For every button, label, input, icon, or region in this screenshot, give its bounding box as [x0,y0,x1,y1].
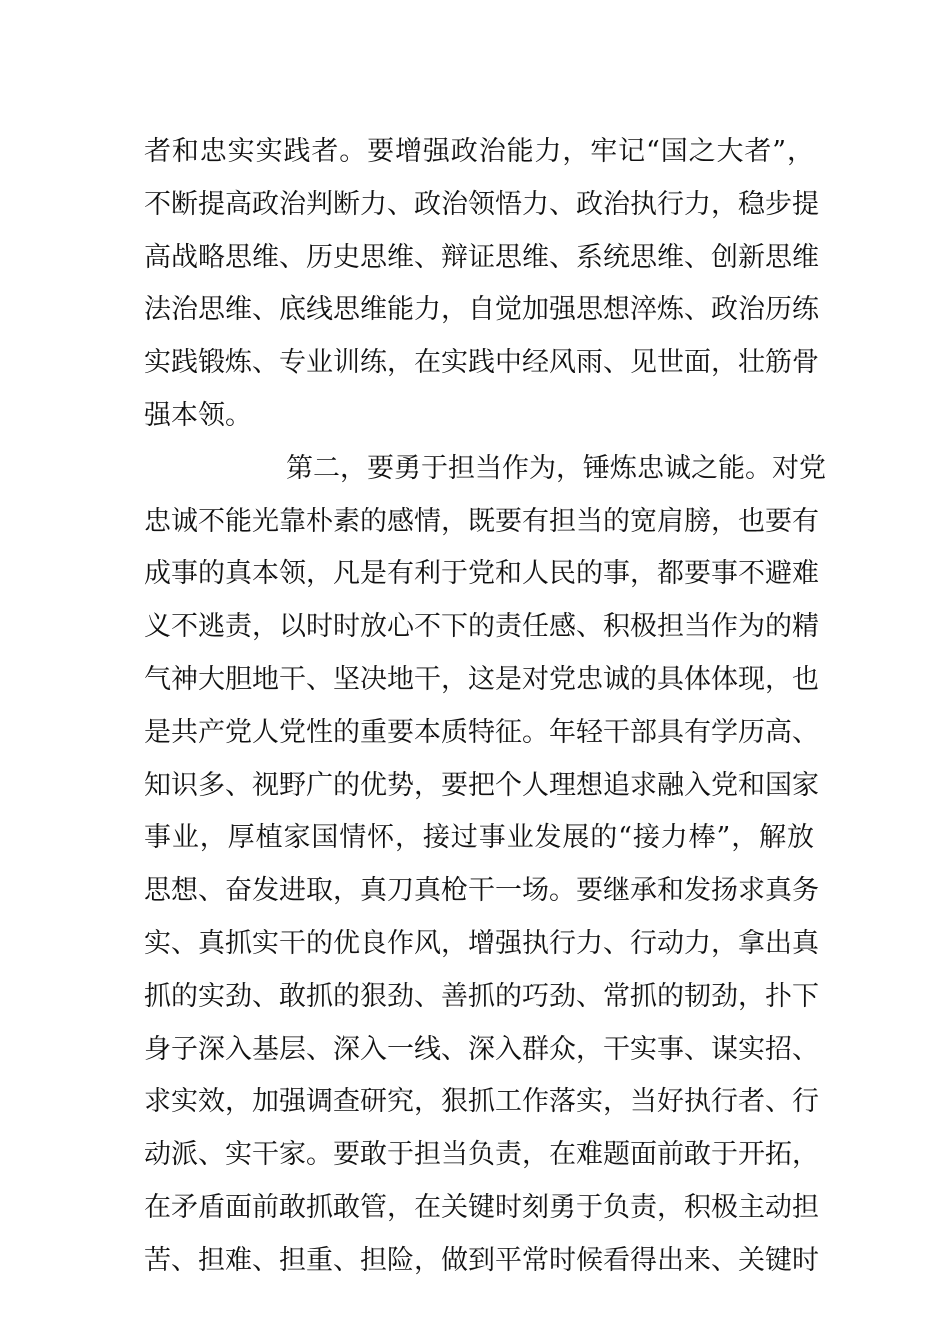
body-text [144,126,826,1288]
text-line: 思想、奋发进取，真刀真枪干一场。要继承和发扬求真务 [144,875,819,907]
text-line: 法治思维、底线思维能力，自觉加强思想淬炼、政治历练 [144,294,819,326]
text-line: 抓的实劲、敢抓的狠劲、善抓的巧劲、常抓的韧劲，扑下 [144,980,819,1012]
paragraph-start-line: 第二，要勇于担当作为，锤炼忠诚之能。对党 [286,452,826,484]
text-line: 实践锻炼、专业训练，在实践中经风雨、见世面，壮筋骨 [144,347,819,379]
text-line: 动派、实干家。要敢于担当负责，在难题面前敢于开拓， [144,1139,819,1171]
text-line: 高战略思维、历史思维、辩证思维、系统思维、创新思维 [144,241,819,273]
text-line: 义不逃责，以时时放心不下的责任感、积极担当作为的精 [144,611,819,643]
text-line: 在矛盾面前敢抓敢管，在关键时刻勇于负责，积极主动担 [144,1191,819,1223]
text-line: 是共产党人党性的重要本质特征。年轻干部具有学历高、 [144,716,819,748]
text-line: 事业，厚植家国情怀，接过事业发展的“接力棒”，解放 [144,822,814,854]
text-line: 者和忠实实践者。要增强政治能力，牢记“国之大者”， [144,136,814,167]
text-line: 身子深入基层、深入一线、深入群众，干实事、谋实招、 [144,1033,819,1065]
text-line: 实、真抓实干的优良作风，增强执行力、行动力，拿出真 [144,927,819,959]
text-line: 气神大胆地干、坚决地干，这是对党忠诚的具体体现，也 [144,663,819,695]
text-line: 忠诚不能光靠朴素的感情，既要有担当的宽肩膀，也要有 [144,505,819,537]
text-line: 成事的真本领，凡是有利于党和人民的事，都要事不避难 [144,558,819,590]
text-line: 苦、担难、担重、担险，做到平常时候看得出来、关键时 [144,1244,819,1276]
text-line: 知识多、视野广的优势，要把个人理想追求融入党和国家 [144,769,819,801]
text-line: 不断提高政治判断力、政治领悟力、政治执行力，稳步提 [144,188,819,220]
paragraph-end-line: 强本领。 [144,399,252,431]
text-line: 求实效，加强调查研究，狠抓工作落实，当好执行者、行 [144,1086,819,1118]
